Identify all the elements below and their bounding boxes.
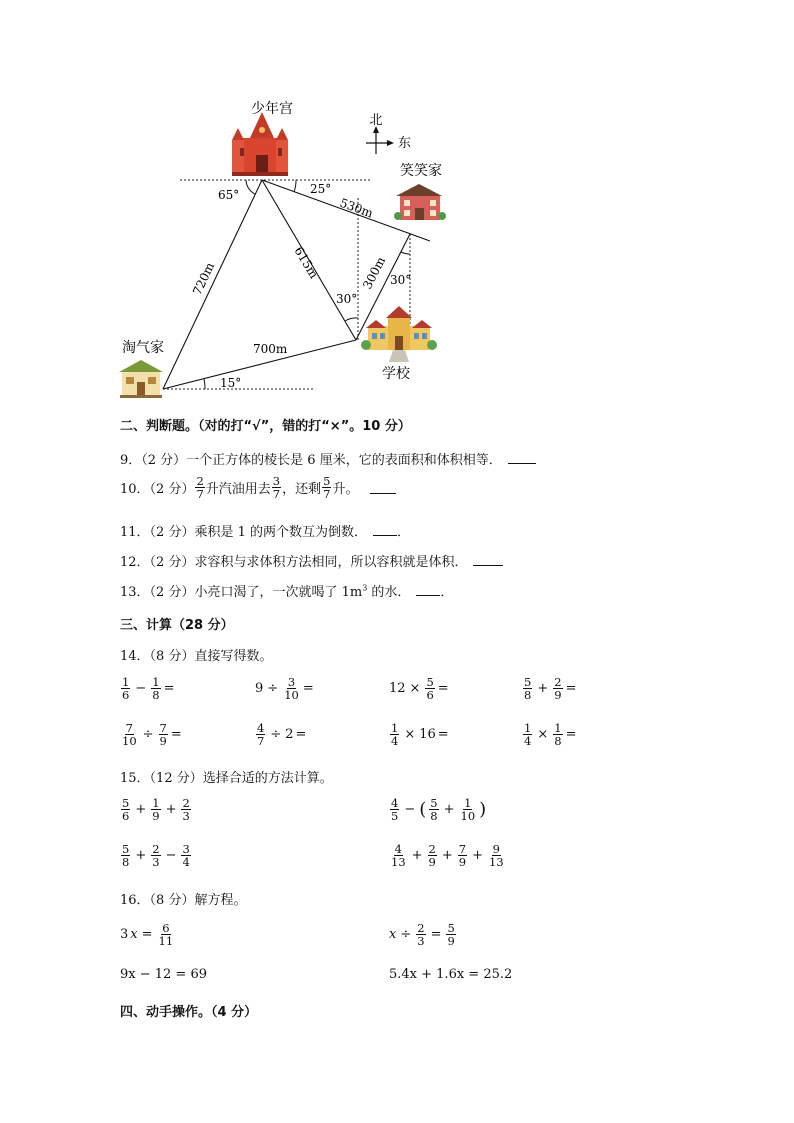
fraction-part: 1 (122, 675, 130, 689)
fraction (322, 475, 331, 500)
answer-blank[interactable] (473, 553, 503, 566)
fraction-part: 4 (391, 734, 399, 748)
fraction-part: 10 (460, 809, 476, 823)
fraction (460, 797, 477, 822)
fraction (151, 676, 160, 701)
direction-map (0, 0, 794, 400)
fraction-part: 4 (524, 734, 532, 748)
fraction-part: 1 (152, 796, 160, 810)
fraction-part: 3 (152, 855, 160, 869)
math-token: = (141, 927, 153, 942)
fraction-part: 9 (428, 855, 436, 869)
school-building-icon (361, 306, 437, 362)
math-token: + (135, 802, 147, 817)
math-token: + (472, 848, 484, 863)
fraction-part: 4 (391, 796, 399, 810)
fraction-part: 2 (196, 474, 204, 488)
question-13-text-a: 13．（2 分）小亮口渴了，一次就喝了 1m (120, 585, 363, 600)
label-taoqi-home: 淘气家 (122, 340, 164, 356)
fraction-part: 13 (391, 855, 406, 869)
fraction (488, 843, 505, 868)
fraction-part: 2 (417, 921, 425, 935)
fraction (553, 722, 562, 747)
label-youth-palace: 少年宫 (251, 101, 293, 117)
math-token: 3 (120, 927, 129, 942)
fraction (283, 676, 300, 701)
math-token: + (537, 681, 549, 696)
answer-blank[interactable] (370, 481, 396, 494)
math-token: = (163, 681, 175, 696)
fraction (121, 722, 138, 747)
answer-blank[interactable] (508, 451, 536, 464)
question-11 (120, 521, 410, 540)
equation (120, 922, 175, 947)
angle-label-25: 25° (310, 182, 332, 196)
math-token: = (565, 681, 577, 696)
fraction-part: 8 (152, 688, 160, 702)
section-2-title: 二、判断题。（对的打“√”，错的打“×”。10 分） (120, 419, 411, 434)
expression (389, 797, 486, 822)
question-10-text-3: 升。 (332, 482, 359, 497)
question-11-text: 11．（2 分）乘积是 1 的两个数互为倒数． (120, 525, 367, 540)
fraction-part: 7 (257, 734, 265, 748)
compass-icon (366, 126, 394, 154)
angle-arc-25 (294, 180, 296, 192)
fraction (121, 676, 130, 701)
label-school: 学校 (382, 366, 410, 382)
compass-east-label: 东 (398, 136, 412, 151)
expression (389, 722, 449, 747)
fraction-part: 1 (152, 675, 160, 689)
fraction-part: 9 (554, 688, 562, 702)
fraction (416, 922, 425, 947)
route-palace-taoqi (163, 180, 262, 389)
fraction-part: 3 (272, 474, 281, 488)
fraction-part: 2 (428, 842, 436, 856)
fraction-part: 5 (524, 675, 532, 689)
math-token: + (441, 848, 453, 863)
fraction-part: 9 (447, 934, 455, 948)
math-token: = (565, 727, 577, 742)
math-token: = (170, 727, 182, 742)
fraction (121, 797, 130, 822)
question-14: 14．（8 分）直接写得数。 (120, 649, 273, 664)
section-4-title: 四、动手操作。（4 分） (120, 1005, 258, 1020)
math-token: 9 (255, 681, 264, 696)
fraction-part: 3 (417, 934, 425, 948)
fraction-part: 3 (182, 842, 190, 856)
question-10-text-2: ，还剩 (282, 482, 322, 497)
fraction (429, 797, 438, 822)
math-token: ÷ (270, 727, 282, 742)
question-13-end: ． (440, 585, 454, 600)
question-15: 15．（12 分）选择合适的方法计算。 (120, 771, 333, 786)
angle-arc-65 (246, 180, 255, 194)
fraction-part: 9 (152, 809, 160, 823)
math-token: + (135, 848, 147, 863)
math-token: = (437, 681, 449, 696)
math-token: ) (479, 799, 487, 820)
fraction (390, 843, 407, 868)
expression (389, 676, 449, 701)
fraction-part: 5 (122, 796, 130, 810)
fraction-part: 3 (182, 809, 190, 823)
expression (255, 722, 306, 747)
question-12 (120, 551, 503, 570)
question-10-prefix: 10．（2 分） (120, 482, 195, 497)
math-token: = (437, 727, 449, 742)
math-token: 12 (389, 681, 406, 696)
fraction-part: 8 (554, 734, 562, 748)
fraction (195, 475, 204, 500)
math-token: + (411, 848, 423, 863)
answer-blank[interactable] (373, 523, 397, 536)
math-token: − (404, 802, 416, 817)
fraction (446, 922, 455, 947)
fraction (425, 676, 434, 701)
math-token: = (295, 727, 307, 742)
fraction-part: 9 (492, 842, 500, 856)
fraction-part: 11 (158, 934, 174, 948)
math-token: x (130, 927, 138, 942)
question-12-text: 12．（2 分）求容积与求体积方法相同，所以容积就是体积． (120, 555, 468, 570)
fraction-part: 5 (323, 474, 331, 488)
cubic-superscript: 3 (362, 583, 368, 593)
math-token: ÷ (267, 681, 279, 696)
fraction-part: 4 (257, 721, 265, 735)
fraction-part: 7 (159, 721, 167, 735)
fraction (181, 797, 190, 822)
fraction-part: 3 (287, 675, 296, 689)
castle-icon (232, 112, 288, 176)
fraction (151, 843, 160, 868)
fraction-part: 9 (159, 734, 167, 748)
distance-label-530: 530m (337, 195, 375, 221)
angle-label-65: 65° (218, 188, 240, 202)
fraction-part: 6 (122, 809, 130, 823)
fraction-part: 5 (447, 921, 455, 935)
math-token: × (404, 727, 416, 742)
fraction-part: 1 (391, 721, 399, 735)
fraction-part: 7 (458, 842, 467, 856)
distance-label-720: 720m (190, 260, 218, 298)
math-token: ÷ (400, 927, 412, 942)
math-token: ( (419, 799, 427, 820)
fraction (158, 922, 175, 947)
question-10 (120, 475, 396, 500)
fraction (151, 797, 160, 822)
fraction (181, 843, 190, 868)
math-token: × (409, 681, 421, 696)
cottage-icon (119, 360, 163, 398)
fraction-part: 2 (152, 842, 160, 856)
fraction (272, 475, 281, 500)
expression (120, 843, 192, 868)
fraction-part: 2 (182, 796, 190, 810)
fraction-part: 8 (430, 809, 438, 823)
fraction-part: 9 (458, 855, 467, 869)
fraction-part: 4 (182, 855, 190, 869)
distance-label-300: 300m (360, 254, 389, 292)
equation (389, 922, 457, 947)
fraction (390, 722, 399, 747)
math-token: ÷ (142, 727, 154, 742)
fraction-part: 10 (284, 688, 299, 702)
angle-label-15: 15° (220, 376, 242, 390)
expression (120, 797, 192, 822)
question-13 (120, 581, 453, 600)
fraction-part: 6 (162, 921, 170, 935)
fraction-part: 1 (554, 721, 562, 735)
fraction (121, 843, 130, 868)
fraction-part: 5 (430, 796, 438, 810)
expression (522, 722, 576, 747)
fraction-part: 7 (272, 487, 281, 501)
angle-label-30-right: 30° (390, 273, 412, 287)
math-token: 2 (285, 727, 294, 742)
fraction-part: 2 (554, 675, 562, 689)
fraction-part: 1 (524, 721, 532, 735)
fraction (428, 843, 437, 868)
expression (522, 676, 576, 701)
fraction (523, 676, 532, 701)
question-10-text-1: 升汽油用去 (205, 482, 271, 497)
math-token: = (430, 927, 442, 942)
fraction (256, 722, 265, 747)
distance-label-700: 700m (253, 342, 288, 356)
fraction (523, 722, 532, 747)
section-3-title: 三、计算（28 分） (120, 618, 234, 633)
fraction (159, 722, 168, 747)
fraction-part: 10 (122, 734, 137, 748)
question-9 (120, 449, 536, 468)
label-xiaoxiao-home: 笑笑家 (400, 163, 442, 179)
house-icon (394, 184, 446, 220)
fraction-part: 7 (196, 487, 204, 501)
question-13-text-b: 的水． (367, 585, 411, 600)
equation: 5.4x + 1.6x = 25.2 (389, 967, 513, 982)
expression (255, 676, 314, 701)
fraction-part: 1 (464, 796, 472, 810)
expression (389, 843, 506, 868)
fraction-part: 5 (122, 842, 130, 856)
fraction (390, 797, 399, 822)
question-9-text: 9．（2 分）一个正方体的棱长是 6 厘米，它的表面积和体积相等． (120, 453, 502, 468)
math-token: − (165, 848, 177, 863)
fraction-part: 8 (524, 688, 532, 702)
fraction-part: 7 (323, 487, 331, 501)
question-16: 16．（8 分）解方程。 (120, 893, 247, 908)
fraction-part: 5 (391, 809, 399, 823)
math-token: = (302, 681, 314, 696)
math-token: x (389, 927, 397, 942)
fraction (553, 676, 562, 701)
angle-label-30-left: 30° (336, 292, 358, 306)
compass-north-label: 北 (369, 113, 383, 128)
angle-arc-30-left (345, 318, 358, 321)
angle-arc-30-right (401, 252, 410, 254)
answer-blank[interactable] (416, 583, 440, 596)
expression (120, 676, 174, 701)
fraction-part: 5 (426, 675, 434, 689)
fraction-part: 13 (489, 855, 504, 869)
math-token: × (537, 727, 549, 742)
math-token: + (165, 802, 177, 817)
fraction-part: 6 (426, 688, 434, 702)
angle-arc-15 (204, 379, 205, 389)
fraction-part: 4 (394, 842, 402, 856)
math-token: + (443, 802, 455, 817)
math-token: − (135, 681, 147, 696)
fraction-part: 8 (122, 855, 130, 869)
fraction-part: 7 (125, 721, 133, 735)
distance-label-615: 615m (291, 244, 322, 281)
question-11-end: ． (396, 525, 410, 540)
expression (120, 722, 182, 747)
fraction-part: 6 (122, 688, 130, 702)
equation: 9x − 12 = 69 (120, 967, 208, 982)
math-token: 16 (419, 727, 436, 742)
fraction (458, 843, 467, 868)
